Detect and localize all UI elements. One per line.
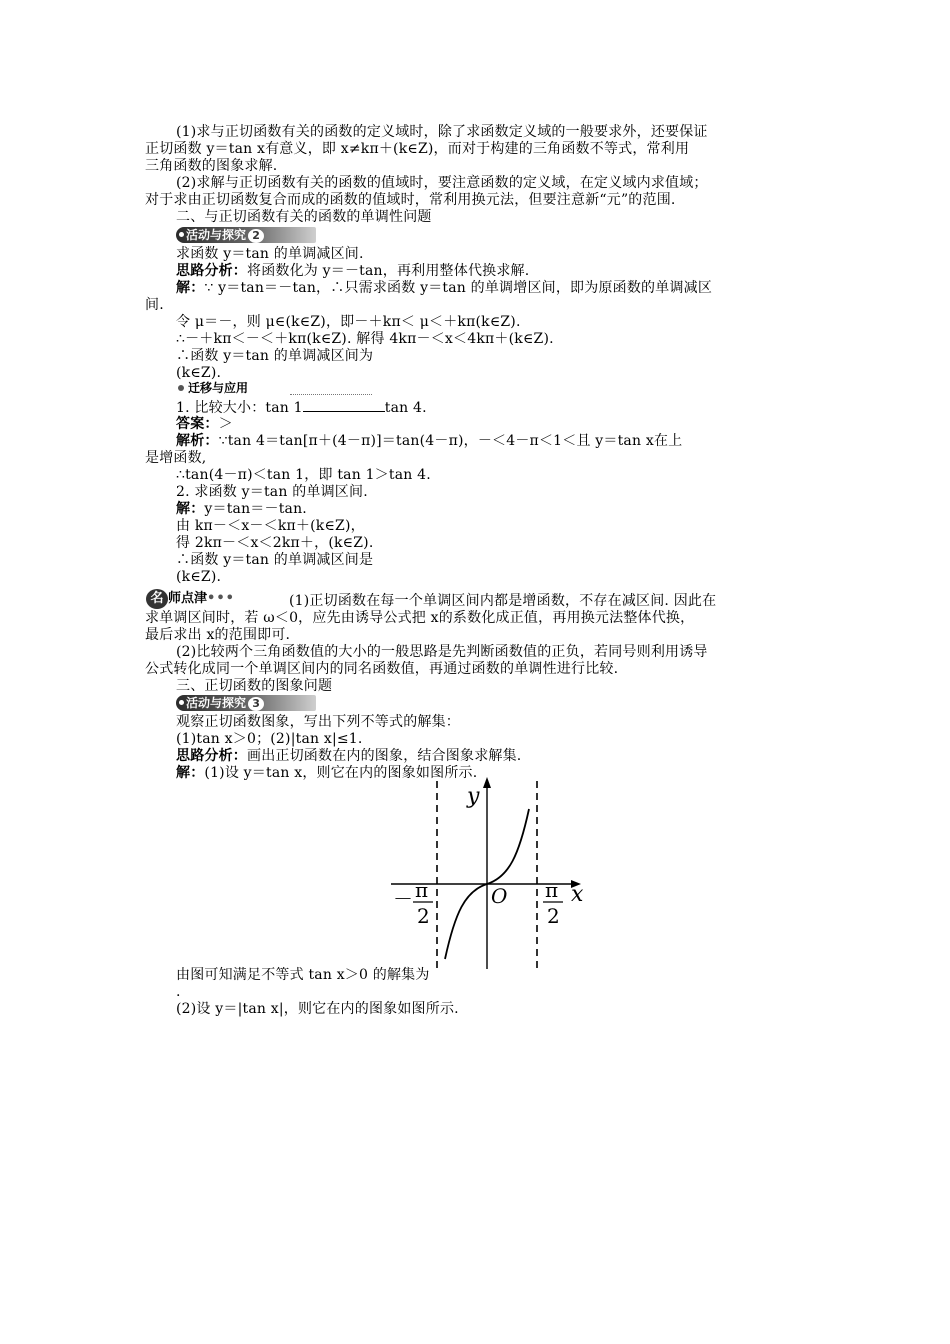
answer-line: 答案：＞: [176, 416, 233, 432]
solution-line: 由 kπ－＜x－＜kπ＋(k∈Z)，: [176, 518, 365, 534]
exercise-line: 2. 求函数 y＝tan 的单调区间.: [176, 484, 368, 500]
conclusion-line: (2)设 y＝|tan x|，则它在内的图象如图所示.: [176, 1001, 459, 1017]
question-line: (1)tan x＞0；(2)|tan x|≤1.: [176, 731, 363, 747]
solution-line: 得 2kπ－＜x＜2kπ＋，(k∈Z).: [176, 535, 374, 551]
badge-label: 师点津: [168, 591, 208, 606]
tip-line: 最后求出 x的范围即可.: [145, 627, 291, 643]
analysis-line: 思路分析：将函数化为 y＝－tan，再利用整体代换求解.: [176, 263, 530, 279]
tip-line: (1)正切函数在每一个单调区间内都是增函数，不存在减区间. 因此在: [289, 593, 717, 609]
activity-badge: [176, 227, 316, 243]
transfer-badge: [176, 380, 248, 396]
dotted-divider: [290, 394, 372, 395]
section-heading: 二、与正切函数有关的函数的单调性问题: [176, 209, 432, 225]
badge-label: 活动与探究: [186, 696, 247, 710]
teacher-tip-badge: [146, 589, 235, 609]
activity-badge: [176, 695, 316, 711]
badge-number: 2: [248, 229, 264, 243]
exercise-line: 1. 比较大小：tan 1 tan 4.: [176, 400, 427, 416]
explanation-line: 解析：∵tan 4＝tan[π＋(4－π)]＝tan(4－π)，－＜4－π＜1＜且 y＝tan x在上: [176, 433, 683, 449]
badge-label: 迁移与应用: [188, 381, 249, 395]
dots-icon: •••: [207, 591, 235, 606]
tip-circle-icon: 名: [146, 589, 168, 609]
paragraph-line: 三角函数的图象求解.: [145, 158, 278, 174]
analysis-line: 思路分析：画出正切函数在内的图象，结合图象求解集.: [176, 748, 522, 764]
solution-line: ∴函数 y＝tan 的单调减区间是: [176, 552, 374, 568]
badge-number: 3: [248, 697, 264, 711]
solution-line: ∴函数 y＝tan 的单调减区间为: [176, 348, 374, 364]
explanation-line: 是增函数,: [145, 450, 207, 466]
solution-line: 令 μ＝－，则 μ∈(k∈Z)，即－＋kπ＜ μ＜＋kπ(k∈Z).: [176, 314, 521, 330]
neg-two: 2: [417, 904, 430, 928]
badge-label: 活动与探究: [186, 228, 247, 242]
paragraph-line: (2)求解与正切函数有关的函数的值域时，要注意函数的定义域，在定义域内求值域；: [176, 175, 708, 191]
solution-line: 解：(1)设 y＝tan x，则它在内的图象如图所示.: [176, 765, 478, 781]
question-line: 观察正切函数图象，写出下列不等式的解集：: [176, 714, 460, 730]
tangent-graph: [385, 773, 595, 969]
paragraph-line: (1)求与正切函数有关的函数的定义域时，除了求函数定义域的一般要求外，还要保证: [176, 124, 708, 140]
explanation-line: ∴tan(4－π)＜tan 1，即 tan 1＞tan 4.: [176, 467, 431, 483]
conclusion-line: 由图可知满足不等式 tan x＞0 的解集为: [176, 967, 430, 983]
solution-line: (k∈Z).: [176, 365, 222, 381]
question-line: 求函数 y＝tan 的单调减区间.: [176, 246, 364, 262]
pos-pi: π: [545, 878, 559, 902]
solution-line: 解：y＝tan＝－tan.: [176, 501, 307, 517]
solution-line: 间.: [145, 297, 164, 313]
bullet-icon: [179, 232, 184, 237]
solution-line: ∴－＋kπ＜－＜＋kπ(k∈Z). 解得 4kπ－＜x＜4kπ＋(k∈Z).: [176, 331, 554, 347]
origin-label: O: [491, 884, 508, 908]
conclusion-line: .: [176, 984, 181, 1000]
section-heading: 三、正切函数的图象问题: [176, 678, 333, 694]
neg-sign: －: [393, 887, 413, 911]
paragraph-line: 对于求由正切函数复合而成的函数的值域时，常利用换元法，但要注意新“元”的范围.: [145, 192, 676, 208]
x-axis-label: x: [571, 882, 584, 907]
tip-line: (2)比较两个三角函数值的大小的一般思路是先判断函数值的正负，若同号则利用诱导: [176, 644, 708, 660]
y-axis-label: y: [467, 784, 480, 809]
answer-blank: [303, 399, 385, 412]
y-axis-arrow-icon: [483, 777, 491, 788]
solution-line: (k∈Z).: [176, 569, 222, 585]
tip-line: 求单调区间时，若 ω＜0，应先由诱导公式把 x的系数化成正值，再用换元法整体代换，: [145, 610, 695, 626]
pos-two: 2: [547, 904, 560, 928]
solution-line: 解：∵ y＝tan＝－tan，∴只需求函数 y＝tan 的单调增区间，即为原函数的单调减区: [176, 280, 713, 296]
neg-pi: π: [415, 878, 429, 902]
bullet-icon: [178, 385, 184, 391]
tip-line: 公式转化成同一个单调区间内的同名函数值，再通过函数的单调性进行比较.: [145, 661, 619, 677]
bullet-icon: [179, 700, 184, 705]
paragraph-line: 正切函数 y＝tan x有意义，即 x≠kπ＋(k∈Z)，而对于构建的三角函数不等式，常利用: [145, 141, 690, 157]
